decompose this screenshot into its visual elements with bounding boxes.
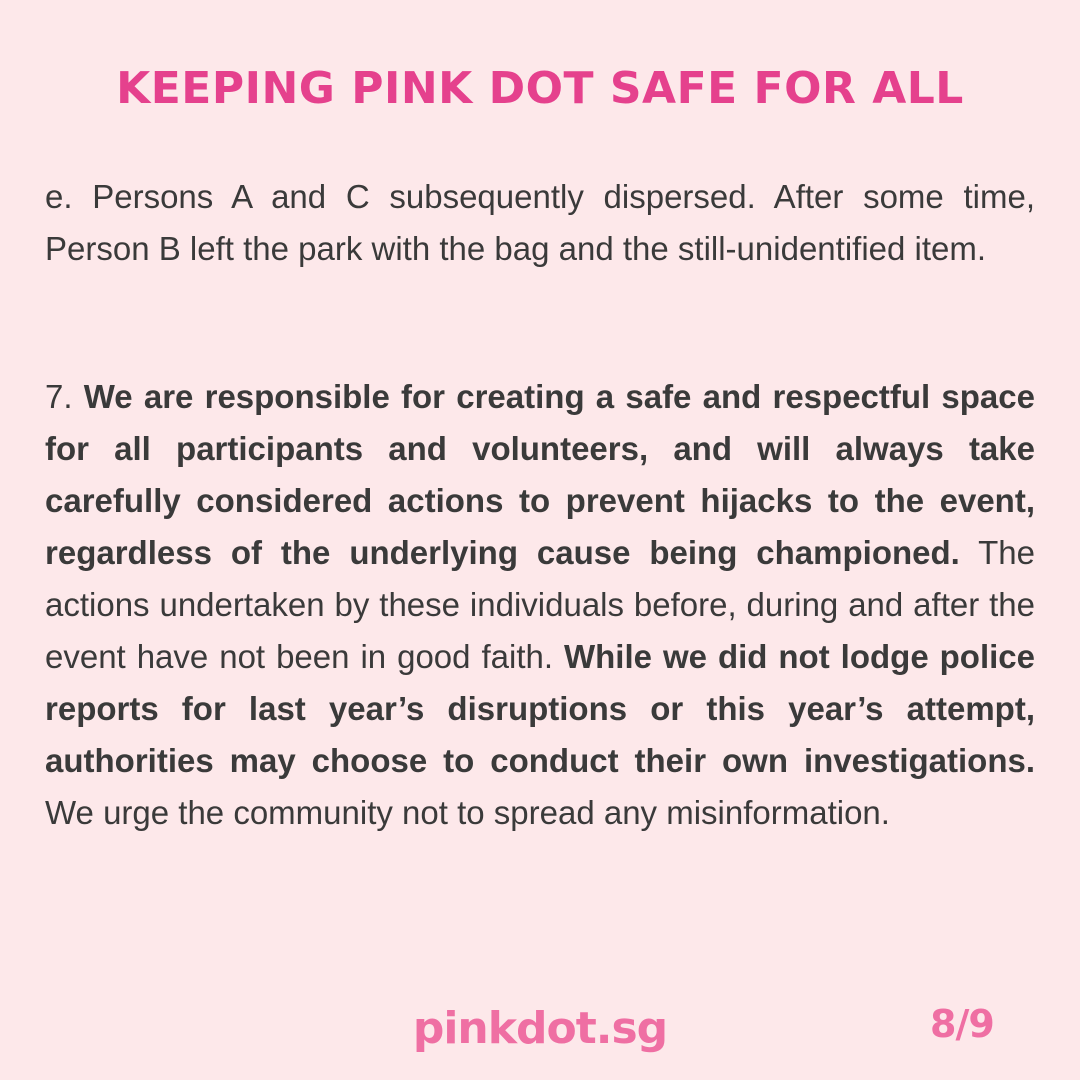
paragraph-7-text-1: The actions undertaken by these individuals before, during and after the event have not been in good faith. [45, 534, 1036, 675]
paragraph-7-text-2: We urge the community not to spread any misinformation. [45, 794, 890, 831]
paragraph-e: e. Persons A and C subsequently dispersed. After some time, Person B left the park with the bag and the still-unidentified item. [45, 178, 1035, 267]
paragraph-7 [45, 371, 1035, 839]
paragraph-7-bold-statement-1: We are responsible for creating a safe and respectful space for all participants and volunteers, and will always take carefully considered actions to prevent hijacks to the event, regardless of the underlying cause being championed. [45, 378, 1035, 571]
page-indicator: 8/9 [930, 1002, 994, 1046]
pinkdot-logo: pinkdot.sg [412, 1003, 668, 1054]
paragraph-7-number: 7. [45, 378, 84, 415]
paragraph-7-bold-statement-2: While we did not lodge police reports for last year’s disruptions or this year’s attempt, authorities may choose to conduct their own investigations. [45, 638, 1035, 779]
page-title: KEEPING PINK DOT SAFE FOR ALL [116, 63, 964, 114]
